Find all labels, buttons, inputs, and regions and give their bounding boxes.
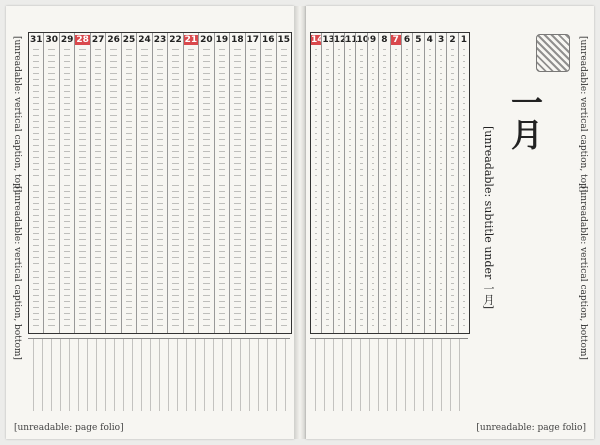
- day-number: 7: [391, 35, 401, 45]
- text-placeholder: [417, 185, 419, 265]
- text-placeholder: [219, 49, 225, 179]
- text-placeholder: [33, 271, 39, 326]
- text-placeholder: [141, 185, 147, 265]
- left-page: [6, 6, 294, 439]
- text-placeholder: [33, 49, 39, 179]
- text-placeholder: [315, 49, 317, 179]
- day-column: [390, 33, 401, 333]
- left-day-grid: [28, 32, 292, 334]
- text-placeholder: [48, 271, 54, 326]
- text-placeholder: [417, 271, 419, 326]
- right-prose-block: [310, 338, 468, 411]
- text-placeholder: [79, 271, 85, 326]
- text-placeholder: [110, 185, 116, 265]
- left-folio: [unreadable: page folio]: [14, 423, 124, 433]
- text-placeholder: [395, 271, 397, 326]
- text-placeholder: [281, 49, 287, 179]
- day-number: 21: [184, 35, 198, 45]
- right-page: [306, 6, 594, 439]
- text-placeholder: [429, 185, 431, 265]
- day-number: 24: [138, 35, 151, 45]
- left-side-caption-top: [unreadable: vertical caption, top]: [12, 36, 22, 193]
- day-column: [74, 33, 89, 333]
- text-placeholder: [250, 49, 256, 179]
- book-gutter: [294, 6, 306, 439]
- text-placeholder: [64, 49, 70, 179]
- day-number: 14: [311, 35, 324, 45]
- text-placeholder: [265, 49, 271, 179]
- day-column: [136, 33, 151, 333]
- day-number: 23: [153, 35, 167, 45]
- text-placeholder: [315, 271, 317, 326]
- day-number: 13: [322, 35, 335, 45]
- day-column: [245, 33, 260, 333]
- text-placeholder: [349, 185, 351, 265]
- text-placeholder: [95, 271, 101, 326]
- text-placeholder: [95, 185, 101, 265]
- right-side-caption-top: [unreadable: vertical caption, top]: [578, 36, 588, 193]
- day-number: 10: [356, 35, 369, 45]
- day-number: 3: [438, 35, 445, 45]
- day-number: 19: [215, 35, 229, 45]
- text-placeholder: [349, 49, 351, 179]
- day-column: [183, 33, 198, 333]
- day-column: [412, 33, 423, 333]
- text-placeholder: [451, 185, 453, 265]
- day-number: 28: [76, 35, 89, 45]
- text-placeholder: [48, 185, 54, 265]
- day-column: [260, 33, 275, 333]
- text-placeholder: [383, 49, 385, 179]
- text-placeholder: [372, 49, 374, 179]
- month-subtitle: [unreadable: subtitle under 一月]: [482, 126, 495, 310]
- day-column: [121, 33, 136, 333]
- left-side-caption-bottom: [unreadable: vertical caption, bottom]: [12, 186, 22, 360]
- text-placeholder: [372, 185, 374, 265]
- day-column: [59, 33, 74, 333]
- text-placeholder: [188, 271, 194, 326]
- right-day-grid: [310, 32, 470, 334]
- text-placeholder: [406, 185, 408, 265]
- text-placeholder: [188, 49, 194, 179]
- text-placeholder: [33, 185, 39, 265]
- day-column: [378, 33, 389, 333]
- text-placeholder: [395, 49, 397, 179]
- text-placeholder: [360, 271, 362, 326]
- day-number: 5: [415, 35, 422, 45]
- text-placeholder: [326, 49, 328, 179]
- day-number: 6: [403, 35, 411, 45]
- day-number: 30: [45, 35, 58, 45]
- text-placeholder: [265, 271, 271, 326]
- text-placeholder: [64, 185, 70, 265]
- day-column: [214, 33, 229, 333]
- day-column: [458, 33, 469, 333]
- text-placeholder: [203, 185, 209, 265]
- text-placeholder: [463, 185, 465, 265]
- day-number: 16: [262, 35, 275, 45]
- text-placeholder: [48, 49, 54, 179]
- text-placeholder: [203, 271, 209, 326]
- text-placeholder: [157, 49, 163, 179]
- day-number: 1: [460, 35, 467, 45]
- text-placeholder: [250, 185, 256, 265]
- text-placeholder: [126, 271, 132, 326]
- text-placeholder: [265, 185, 271, 265]
- text-placeholder: [406, 49, 408, 179]
- text-placeholder: [440, 49, 442, 179]
- day-number: 31: [29, 35, 43, 45]
- day-column: [105, 33, 120, 333]
- text-placeholder: [349, 271, 351, 326]
- day-column: [43, 33, 58, 333]
- text-placeholder: [281, 185, 287, 265]
- day-column: [435, 33, 446, 333]
- day-number: 27: [91, 35, 105, 45]
- emblem-icon: [536, 34, 570, 72]
- text-placeholder: [126, 49, 132, 179]
- day-number: 25: [122, 35, 136, 45]
- text-placeholder: [372, 271, 374, 326]
- text-placeholder: [79, 185, 85, 265]
- text-placeholder: [463, 271, 465, 326]
- day-column: [321, 33, 335, 333]
- text-placeholder: [172, 271, 178, 326]
- text-placeholder: [440, 271, 442, 326]
- text-placeholder: [79, 49, 85, 179]
- day-number: 22: [169, 35, 182, 45]
- text-placeholder: [219, 271, 225, 326]
- text-placeholder: [157, 185, 163, 265]
- day-column: [355, 33, 369, 333]
- text-placeholder: [326, 185, 328, 265]
- text-placeholder: [64, 271, 70, 326]
- day-column: [367, 33, 378, 333]
- day-column: [333, 33, 347, 333]
- text-placeholder: [172, 185, 178, 265]
- day-column: [29, 33, 43, 333]
- text-placeholder: [406, 271, 408, 326]
- day-column: [311, 33, 324, 333]
- right-side-caption-bottom: [unreadable: vertical caption, bottom]: [578, 186, 588, 360]
- text-placeholder: [172, 49, 178, 179]
- day-column: [344, 33, 358, 333]
- day-column: [198, 33, 213, 333]
- day-number: 29: [60, 35, 74, 45]
- text-placeholder: [95, 49, 101, 179]
- day-number: 12: [333, 35, 347, 45]
- text-placeholder: [203, 49, 209, 179]
- day-column: [167, 33, 182, 333]
- text-placeholder: [141, 49, 147, 179]
- day-number: 15: [277, 35, 290, 45]
- text-placeholder: [383, 271, 385, 326]
- day-column: [152, 33, 167, 333]
- left-prose-block: [28, 338, 290, 411]
- day-number: 8: [381, 35, 388, 45]
- text-placeholder: [281, 271, 287, 326]
- day-column: [276, 33, 291, 333]
- day-number: 9: [369, 35, 377, 45]
- day-number: 11: [345, 35, 358, 45]
- text-placeholder: [188, 185, 194, 265]
- day-column: [446, 33, 457, 333]
- day-number: 4: [426, 35, 433, 45]
- day-number: 26: [107, 35, 120, 45]
- day-number: 2: [449, 35, 456, 45]
- text-placeholder: [326, 271, 328, 326]
- text-placeholder: [234, 49, 240, 179]
- text-placeholder: [234, 185, 240, 265]
- text-placeholder: [395, 185, 397, 265]
- right-folio: [unreadable: page folio]: [476, 423, 586, 433]
- text-placeholder: [360, 49, 362, 179]
- text-placeholder: [157, 271, 163, 326]
- text-placeholder: [315, 185, 317, 265]
- text-placeholder: [338, 49, 340, 179]
- text-placeholder: [463, 49, 465, 179]
- month-title: 一月: [506, 86, 544, 150]
- day-number: 20: [200, 35, 213, 45]
- text-placeholder: [141, 271, 147, 326]
- text-placeholder: [110, 49, 116, 179]
- text-placeholder: [360, 185, 362, 265]
- text-placeholder: [451, 49, 453, 179]
- text-placeholder: [440, 185, 442, 265]
- day-column: [90, 33, 105, 333]
- day-column: [401, 33, 412, 333]
- text-placeholder: [126, 185, 132, 265]
- text-placeholder: [383, 185, 385, 265]
- text-placeholder: [417, 49, 419, 179]
- day-column: [424, 33, 435, 333]
- text-placeholder: [429, 49, 431, 179]
- text-placeholder: [338, 185, 340, 265]
- day-number: 17: [246, 35, 260, 45]
- text-placeholder: [338, 271, 340, 326]
- text-placeholder: [250, 271, 256, 326]
- text-placeholder: [429, 271, 431, 326]
- text-placeholder: [234, 271, 240, 326]
- day-column: [229, 33, 244, 333]
- day-number: 18: [231, 35, 244, 45]
- text-placeholder: [110, 271, 116, 326]
- text-placeholder: [451, 271, 453, 326]
- text-placeholder: [219, 185, 225, 265]
